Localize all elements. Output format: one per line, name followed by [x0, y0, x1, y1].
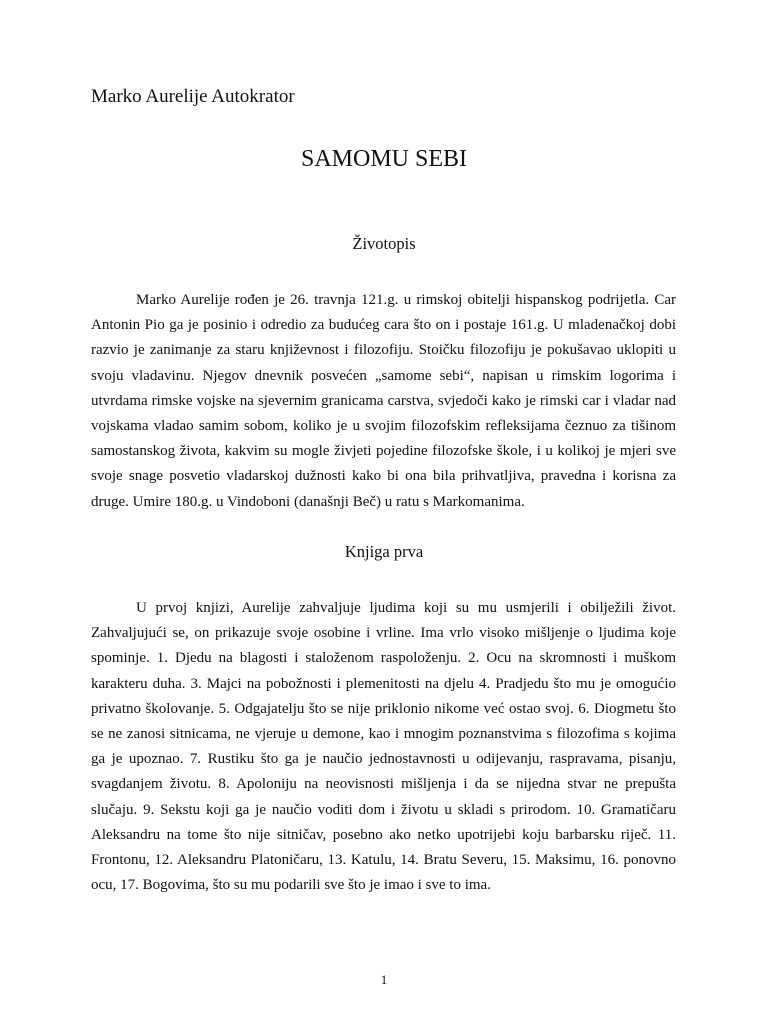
document-title: SAMOMU SEBI	[300, 146, 468, 172]
section-heading-biography: Životopis	[352, 234, 416, 253]
author-name: Marko Aurelije Autokrator	[91, 86, 295, 107]
biography-paragraph: Marko Aurelije rođen je 26. travnja 121.g. u rimskoj obitelji hispanskog podrijetla. Car Antonin Pio ga je posinio i odredio za budućeg cara što on i postaje 161.g. U mladenačkoj dobi razvio je zanimanje za staru književnost i filozofiju. Stoičku filozofiju je pokušavao uklopiti u svoju vladavinu. Njegov dnevnik posvećen „samome sebi“, napisan u rimskim logorima i utvrdama rimske vojske na sjevernim granicama carstva, svjedoči kako je rimski car i vladar nad vojskama vladao samim sobom, koliko je u svojim filozofskim refleksijama čeznuo za tišinom samostanskog života, kakvim su mogle živjeti pojedine filozofske škole, i u kolikoj je mjeri sve svoje snage posvetio vladarskoj dužnosti kako bi ona bila prihvatljiva, pravedna i korisna za druge. Umire 180.g. u Vindoboni (današnji Beč) u ratu s Markomanima.	[91, 292, 676, 510]
page-number: 1	[380, 972, 388, 987]
book-one-paragraph: U prvoj knjizi, Aurelije zahvaljuje ljudima koji su mu usmjerili i obilježili život. Zahvaljujući se, on prikazuje svoje osobine i vrline. Ima vrlo visoko mišljenje o ljudima koje spominje. 1. Djedu na blagosti i staloženom raspoloženju. 2. Ocu na skromnosti i muškom karakteru duha. 3. Majci na pobožnosti i plemenitosti na djelu 4. Pradjedu što mu je omogućio privatno školovanje. 5. Odgajatelju što se nije priklonio nikome već ostao svoj. 6. Diogmetu što se ne zanosi sitnicama, ne vjeruje u demone, kao i mnogim poznanstvima s filozofima s kojima ga je upoznao. 7. Rustiku što ga je naučio jednostavnosti u odijevanju, raspravama, pisanju, svagdanjem životu. 8. Apoloniju na neovisnosti mišljenja i da se nijedna stvar ne prepušta slučaju. 9. Sekstu koji ga je naučio voditi dom i životu u skladi s prirodom. 10. Gramatičaru Aleksandru na tome što nije sitničav, posebno ako netko upotrijebi koju barbarsku riječ. 11. Frontonu, 12. Aleksandru Platoničaru, 13. Katulu, 14. Bratu Severu, 15. Maksimu, 16. ponovno ocu, 17. Bogovima, što su mu podarili sve što je imao i sve to ima.	[91, 600, 676, 894]
section-heading-book-one: Knjiga prva	[344, 542, 424, 561]
